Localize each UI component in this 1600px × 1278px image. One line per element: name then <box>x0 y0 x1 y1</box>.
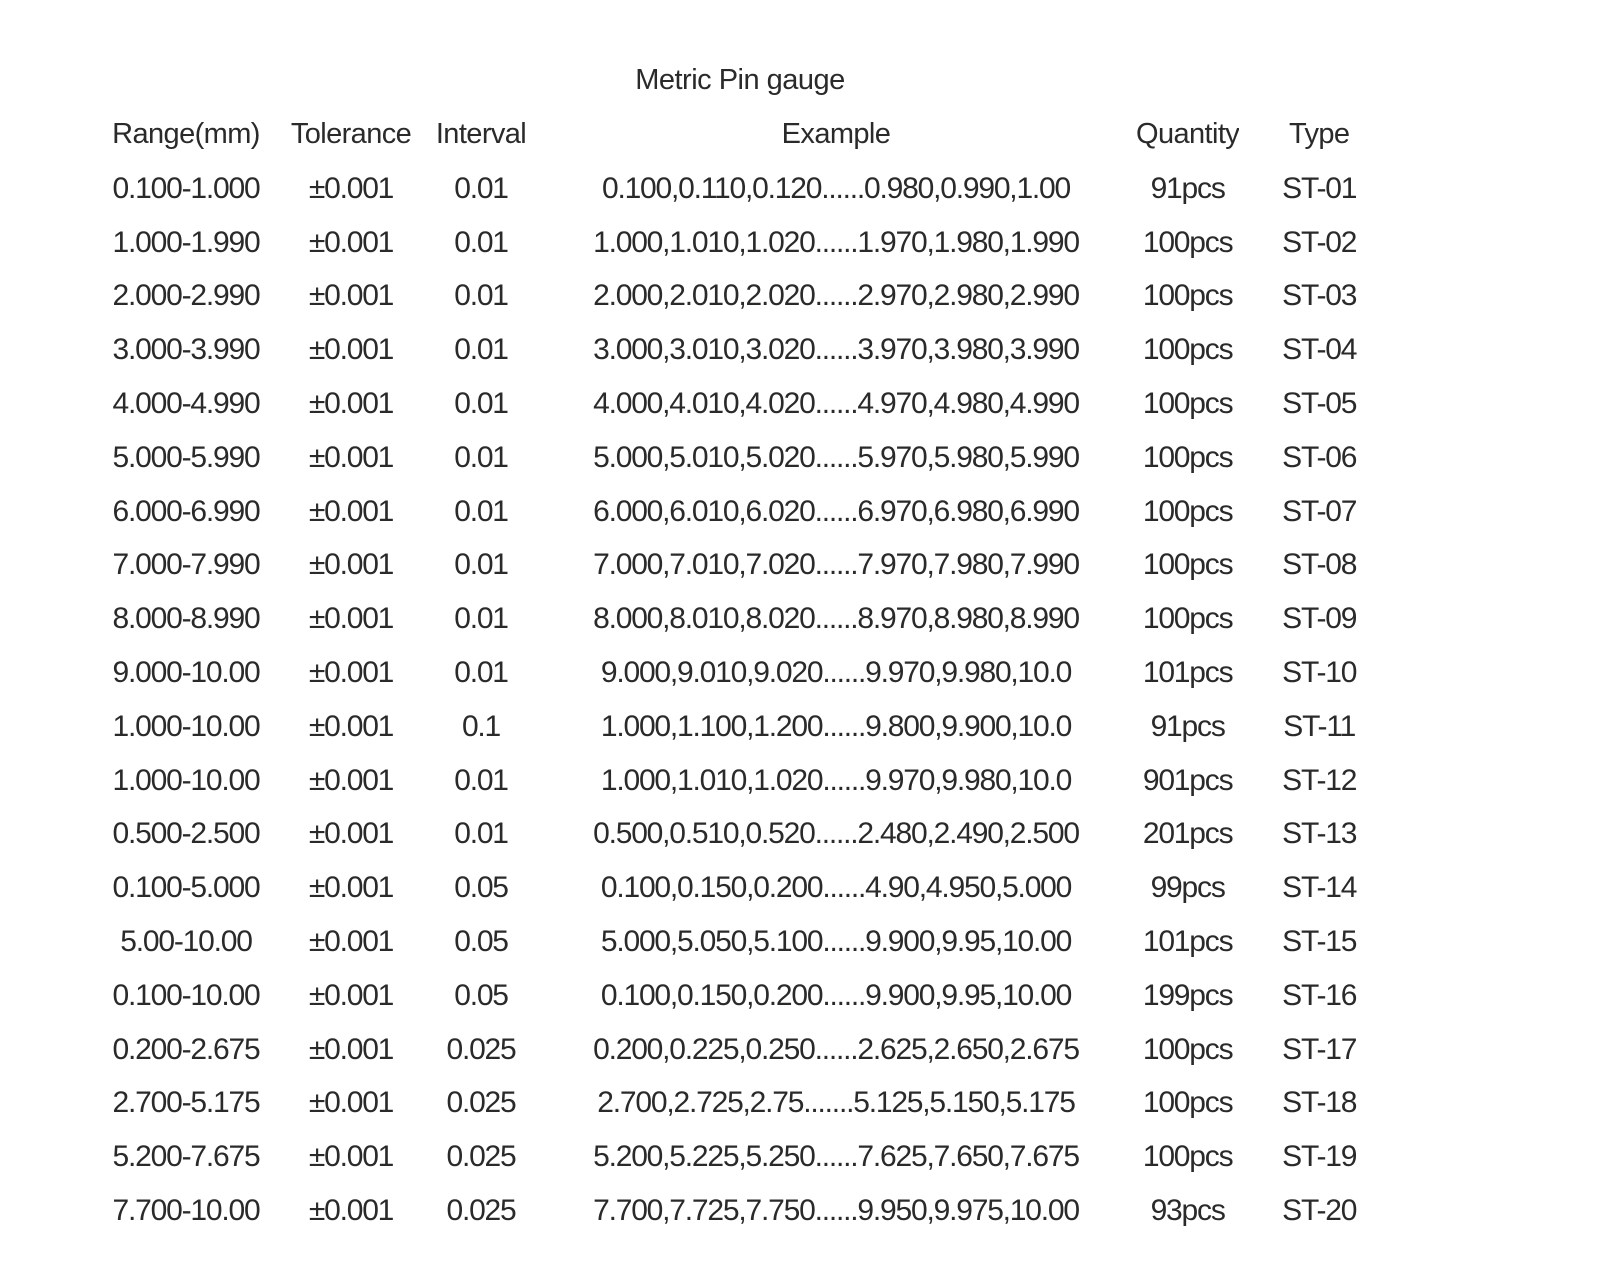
cell-range: 1.000-10.00 <box>112 763 260 797</box>
cell-interval: 0.01 <box>454 225 508 259</box>
cell-example: 7.700,7.725,7.750......9.950,9.975,10.00 <box>593 1193 1079 1227</box>
cell-quantity: 100pcs <box>1142 440 1233 474</box>
cell-range: 5.000-5.990 <box>112 440 260 474</box>
cell-quantity: 100pcs <box>1142 602 1233 636</box>
cell-tolerance: ±0.001 <box>308 279 394 313</box>
table-row <box>96 1130 1399 1184</box>
cell-example: 1.000,1.010,1.020......1.970,1.980,1.990 <box>593 225 1079 259</box>
cell-range: 0.200-2.675 <box>112 1032 260 1066</box>
cell-interval: 0.01 <box>454 548 508 582</box>
cell-example: 0.100,0.150,0.200......9.900,9.95,10.00 <box>600 978 1072 1012</box>
cell-interval: 0.05 <box>454 978 508 1012</box>
table-row <box>96 592 1399 646</box>
cell-interval: 0.01 <box>454 171 508 205</box>
cell-interval: 0.01 <box>454 655 508 689</box>
table-row <box>96 754 1399 808</box>
cell-example: 7.000,7.010,7.020......7.970,7.980,7.990 <box>593 548 1079 582</box>
cell-tolerance: ±0.001 <box>308 763 394 797</box>
cell-tolerance: ±0.001 <box>308 924 394 958</box>
cell-quantity: 199pcs <box>1142 978 1233 1012</box>
cell-example: 4.000,4.010,4.020......4.970,4.980,4.990 <box>593 386 1079 420</box>
cell-tolerance: ±0.001 <box>308 333 394 367</box>
cell-interval: 0.01 <box>454 817 508 851</box>
cell-example: 1.000,1.100,1.200......9.800,9.900,10.0 <box>600 709 1072 743</box>
cell-type: ST-09 <box>1282 602 1357 636</box>
cell-example: 3.000,3.010,3.020......3.970,3.980,3.990 <box>593 333 1079 367</box>
cell-example: 8.000,8.010,8.020......8.970,8.980,8.990 <box>593 602 1079 636</box>
cell-tolerance: ±0.001 <box>308 602 394 636</box>
cell-type: ST-14 <box>1282 871 1357 905</box>
cell-type: ST-17 <box>1282 1032 1357 1066</box>
pin-gauge-table <box>96 108 1399 1238</box>
header-example: Example <box>781 118 891 150</box>
table-body <box>96 162 1399 1238</box>
cell-example: 1.000,1.010,1.020......9.970,9.980,10.0 <box>600 763 1072 797</box>
cell-range: 2.700-5.175 <box>112 1086 260 1120</box>
cell-interval: 0.1 <box>461 709 501 743</box>
table-row <box>96 969 1399 1023</box>
cell-range: 4.000-4.990 <box>112 386 260 420</box>
header-tolerance: Tolerance <box>290 118 412 150</box>
cell-range: 5.00-10.00 <box>120 924 252 958</box>
cell-interval: 0.01 <box>454 440 508 474</box>
cell-type: ST-06 <box>1282 440 1357 474</box>
cell-tolerance: ±0.001 <box>308 709 394 743</box>
table-row <box>96 807 1399 861</box>
header-quantity: Quantity <box>1136 118 1240 150</box>
cell-quantity: 901pcs <box>1142 763 1233 797</box>
cell-type: ST-18 <box>1282 1086 1357 1120</box>
cell-tolerance: ±0.001 <box>308 655 394 689</box>
cell-type: ST-02 <box>1282 225 1357 259</box>
cell-tolerance: ±0.001 <box>308 548 394 582</box>
cell-range: 7.000-7.990 <box>112 548 260 582</box>
cell-tolerance: ±0.001 <box>308 871 394 905</box>
header-range: Range(mm) <box>112 118 260 150</box>
cell-tolerance: ±0.001 <box>308 494 394 528</box>
table-row <box>96 1023 1399 1077</box>
cell-example: 0.200,0.225,0.250......2.625,2.650,2.675 <box>593 1032 1079 1066</box>
cell-interval: 0.01 <box>454 279 508 313</box>
cell-interval: 0.025 <box>446 1140 516 1174</box>
cell-interval: 0.01 <box>454 333 508 367</box>
cell-quantity: 100pcs <box>1142 386 1233 420</box>
cell-range: 9.000-10.00 <box>112 655 260 689</box>
cell-range: 7.700-10.00 <box>112 1193 260 1227</box>
cell-quantity: 99pcs <box>1150 871 1225 905</box>
table-row <box>96 269 1399 323</box>
cell-tolerance: ±0.001 <box>308 225 394 259</box>
cell-type: ST-03 <box>1282 279 1357 313</box>
table-row <box>96 485 1399 539</box>
table-row <box>96 216 1399 270</box>
cell-example: 0.500,0.510,0.520......2.480,2.490,2.500 <box>593 817 1079 851</box>
table-row <box>96 431 1399 485</box>
cell-example: 5.200,5.225,5.250......7.625,7.650,7.675 <box>593 1140 1079 1174</box>
table-row <box>96 646 1399 700</box>
cell-range: 1.000-1.990 <box>112 225 260 259</box>
cell-tolerance: ±0.001 <box>308 978 394 1012</box>
cell-type: ST-04 <box>1282 333 1357 367</box>
cell-type: ST-01 <box>1282 171 1357 205</box>
cell-tolerance: ±0.001 <box>308 1193 394 1227</box>
cell-interval: 0.05 <box>454 871 508 905</box>
cell-example: 0.100,0.110,0.120......0.980,0.990,1.00 <box>601 171 1071 205</box>
cell-range: 3.000-3.990 <box>112 333 260 367</box>
cell-interval: 0.025 <box>446 1032 516 1066</box>
table-title: Metric Pin gauge <box>635 64 845 96</box>
cell-tolerance: ±0.001 <box>308 1032 394 1066</box>
cell-quantity: 100pcs <box>1142 333 1233 367</box>
cell-type: ST-10 <box>1282 655 1357 689</box>
cell-tolerance: ±0.001 <box>308 1140 394 1174</box>
cell-example: 6.000,6.010,6.020......6.970,6.980,6.990 <box>593 494 1079 528</box>
cell-tolerance: ±0.001 <box>308 386 394 420</box>
cell-range: 5.200-7.675 <box>112 1140 260 1174</box>
cell-tolerance: ±0.001 <box>308 440 394 474</box>
cell-quantity: 101pcs <box>1142 655 1233 689</box>
cell-type: ST-13 <box>1282 817 1357 851</box>
cell-interval: 0.01 <box>454 386 508 420</box>
cell-range: 0.100-5.000 <box>112 871 260 905</box>
cell-type: ST-15 <box>1282 924 1357 958</box>
cell-quantity: 100pcs <box>1142 225 1233 259</box>
header-type: Type <box>1288 118 1350 150</box>
cell-quantity: 100pcs <box>1142 1140 1233 1174</box>
cell-tolerance: ±0.001 <box>308 171 394 205</box>
cell-range: 0.100-10.00 <box>112 978 260 1012</box>
cell-range: 2.000-2.990 <box>112 279 260 313</box>
cell-example: 2.000,2.010,2.020......2.970,2.980,2.990 <box>593 279 1079 313</box>
cell-range: 8.000-8.990 <box>112 602 260 636</box>
cell-example: 0.100,0.150,0.200......4.90,4.950,5.000 <box>600 871 1072 905</box>
cell-quantity: 100pcs <box>1142 1086 1233 1120</box>
cell-type: ST-07 <box>1282 494 1357 528</box>
cell-quantity: 100pcs <box>1142 548 1233 582</box>
header-interval: Interval <box>435 118 527 150</box>
cell-range: 1.000-10.00 <box>112 709 260 743</box>
cell-interval: 0.025 <box>446 1193 516 1227</box>
cell-range: 0.500-2.500 <box>112 817 260 851</box>
table-row <box>96 162 1399 216</box>
table-row <box>96 861 1399 915</box>
table-row <box>96 700 1399 754</box>
cell-quantity: 93pcs <box>1150 1193 1225 1227</box>
cell-type: ST-11 <box>1283 709 1356 743</box>
cell-type: ST-19 <box>1282 1140 1357 1174</box>
cell-example: 5.000,5.010,5.020......5.970,5.980,5.990 <box>593 440 1079 474</box>
cell-quantity: 100pcs <box>1142 494 1233 528</box>
cell-tolerance: ±0.001 <box>308 1086 394 1120</box>
table-row <box>96 377 1399 431</box>
cell-example: 9.000,9.010,9.020......9.970,9.980,10.0 <box>600 655 1072 689</box>
cell-quantity: 100pcs <box>1142 1032 1233 1066</box>
cell-type: ST-16 <box>1282 978 1357 1012</box>
header-row <box>96 108 1399 162</box>
cell-interval: 0.025 <box>446 1086 516 1120</box>
cell-type: ST-08 <box>1282 548 1357 582</box>
cell-example: 5.000,5.050,5.100......9.900,9.95,10.00 <box>600 924 1072 958</box>
cell-type: ST-20 <box>1282 1193 1357 1227</box>
cell-interval: 0.01 <box>454 602 508 636</box>
cell-interval: 0.01 <box>454 494 508 528</box>
cell-type: ST-12 <box>1282 763 1357 797</box>
cell-quantity: 91pcs <box>1150 709 1225 743</box>
table-row <box>96 1076 1399 1130</box>
cell-quantity: 201pcs <box>1142 817 1233 851</box>
cell-example: 2.700,2.725,2.75.......5.125,5.150,5.175 <box>597 1086 1075 1120</box>
table-row <box>96 915 1399 969</box>
cell-range: 6.000-6.990 <box>112 494 260 528</box>
cell-type: ST-05 <box>1282 386 1357 420</box>
cell-interval: 0.01 <box>454 763 508 797</box>
cell-quantity: 91pcs <box>1150 171 1225 205</box>
table-row <box>96 1184 1399 1238</box>
cell-tolerance: ±0.001 <box>308 817 394 851</box>
table-row <box>96 538 1399 592</box>
table-row <box>96 323 1399 377</box>
cell-interval: 0.05 <box>454 924 508 958</box>
cell-range: 0.100-1.000 <box>112 171 260 205</box>
cell-quantity: 101pcs <box>1142 924 1233 958</box>
cell-quantity: 100pcs <box>1142 279 1233 313</box>
